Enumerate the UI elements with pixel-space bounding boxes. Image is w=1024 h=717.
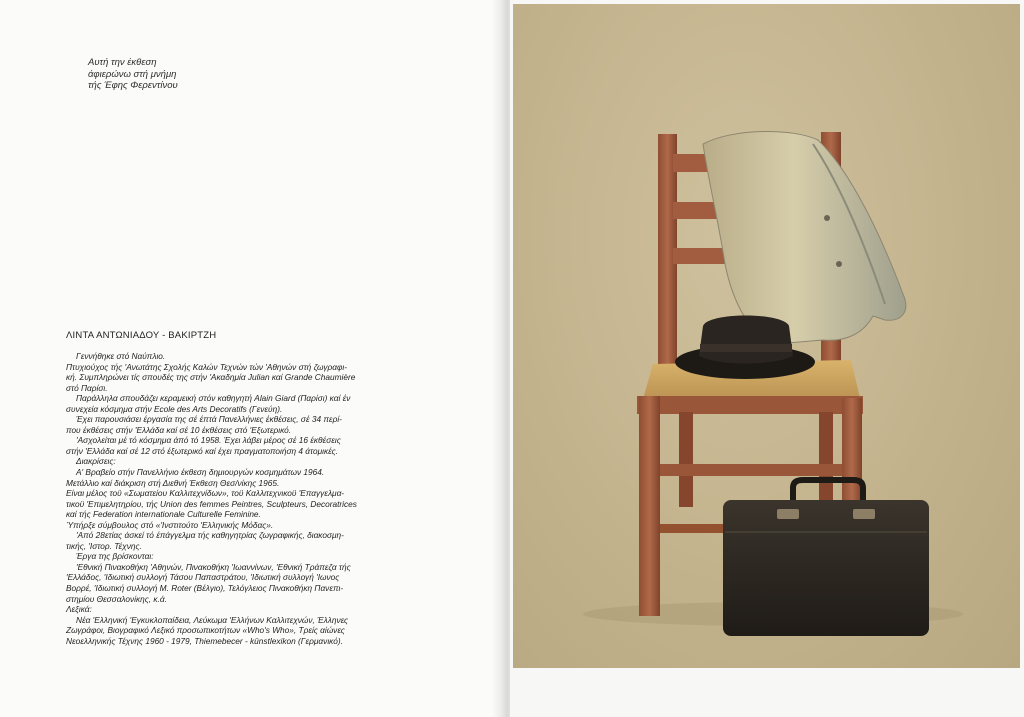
chair-stretcher	[660, 464, 842, 476]
biography-line: Βορρέ, 'Ιδιωτική συλλογή Μ. Roter (Βέλγιο), Τελόγλειος Πινακοθήκη Πανεπι-	[66, 583, 344, 594]
biography-line: Έργα της βρίσκονται:	[76, 551, 154, 562]
biography-line: Νεοελληνικής Τέχνης 1960 - 1979, Thiemebecer - künstlexikon (Γερμανικό).	[66, 635, 343, 646]
hat-band	[700, 344, 792, 352]
biography-text	[66, 351, 436, 646]
biography-line: 'Εθνική Πινακοθήκη 'Αθηνών, Πινακοθήκη 'Ιωαννίνων, 'Εθνική Τράπεζα τής	[76, 561, 351, 572]
biography-line: Λεξικά:	[66, 604, 92, 615]
biography-line: Έχει παρουσιάσει έργασία της σέ έπτά Πανελλήνιες έκθέσεις, σέ 34 περί-	[76, 414, 342, 425]
biography-line: Διακρίσεις:	[76, 456, 116, 467]
biography-line: 'Από 28ετίας άσκεί τό έπάγγελμα τής καθηγητρίας ζωγραφικής, διακοσμη-	[76, 530, 344, 541]
biography-line: Ζωγράφοι, Βιογραφικό Λεξικό προσωπικοτήτων «Who's Who», Τρείς αίώνες	[66, 625, 345, 636]
biography-line: που έκθέσεις στήν 'Ελλάδα καί σέ 10 έκθέσεις στό 'Εξωτερικό.	[66, 424, 292, 435]
chair-seat-rail	[637, 396, 863, 414]
suitcase	[723, 500, 929, 636]
biography-line: τικοϋ 'Επιμελητηρίου, τής Union des femmes Peintres, Sculpteurs, Decoratrices	[66, 498, 357, 509]
hat-crown	[699, 316, 793, 364]
painting-illustration	[513, 4, 1020, 668]
suitcase-latch	[853, 509, 875, 519]
biography-line: 'Ασχολείται μέ τό κόσμημα άπό τό 1958. Έχει λάβει μέρος σέ 16 έκθέσεις	[76, 435, 341, 446]
biography-line: καί τής Federation internationale Culturelle Feminine.	[66, 509, 261, 520]
chair-back-right-leg	[819, 412, 833, 502]
dedication-line: Αυτή την έκθεση	[88, 57, 157, 68]
coat-button	[824, 215, 830, 221]
biography-line: στημίου Θεσσαλονίκης, κ.ά.	[66, 593, 167, 604]
coat-button	[836, 261, 842, 267]
dedication	[88, 57, 178, 92]
biography-line: Μετάλλιο καί διάκριση στή Διεθνή Έκθεση Θεσ/νίκης 1965.	[66, 477, 280, 488]
chair-back-left-leg	[679, 412, 693, 507]
biography-line: συνεχεία κόσμημα στήν Ecole des Arts Decoratifs (Γενεύη).	[66, 403, 283, 414]
biography-line: Ύπήρξε σύμβουλος στό «'Ινστιτούτο 'Ελληνικής Μόδας».	[66, 519, 274, 530]
biography-line: Παράλληλα σπουδάζει κεραμεική στόν καθηγητή Alain Giard (Παρίσι) καί έν	[76, 393, 351, 404]
biography-line: Νέα 'Ελληνική 'Εγκυκλοπαίδεια, Λεύκωμα 'Ελλήνων Καλλιτεχνών, Έλληνες	[76, 614, 349, 625]
biography-line: στό Παρίσι.	[66, 382, 108, 393]
artist-biography	[66, 330, 436, 646]
biography-line: στήν 'Ελλάδα καί σέ 12 στό έξωτερικό καί έχει πραγματοποιήση 4 άτομικές.	[66, 445, 338, 456]
biography-line: 'Ελλάδος, 'Ιδιωτική συλλογή Τάσου Παπαστράτου, 'Ιδιωτική συλλογή 'Ιωνος	[66, 572, 340, 583]
chair-front-left-leg	[639, 396, 660, 616]
biography-line: Πτυχιούχος τής 'Ανωτάτης Σχολής Καλών Τεχνών τών 'Αθηνών στή ζωγραφι-	[66, 361, 347, 372]
biography-line: τικής, 'Ιστορ. Τέχνης.	[66, 540, 142, 551]
left-page	[0, 0, 508, 717]
artist-name-heading: ΛΙΝΤΑ ΑΝΤΩΝΙΑΔΟΥ - ΒΑΚΙΡΤΖΗ	[66, 330, 217, 341]
suitcase-latch	[777, 509, 799, 519]
painting-chair-hat-coat-suitcase	[513, 4, 1020, 668]
biography-line: κή. Συμπληρώνει τίς σπουδές της στήν 'Ακαδημία Julian καί Grande Chaumière	[66, 372, 356, 383]
draped-coat	[703, 131, 906, 344]
dedication-line: τής Έφης Φερεντίνου	[88, 80, 178, 91]
biography-line: Α' Βραβείο στήν Πανελλήνιο έκθεση δημιουργών κοσμημάτων 1964.	[76, 467, 325, 478]
dedication-line: άφιερώνω στή μνήμη	[88, 68, 177, 80]
biography-line: Είναι μέλος τοϋ «Σωματείου Καλλιτεχνίδων», τοϋ Καλλιτεχνικοϋ 'Επαγγελμα-	[66, 488, 345, 499]
biography-line: Γεννήθηκε στό Ναύπλιο.	[76, 351, 166, 361]
